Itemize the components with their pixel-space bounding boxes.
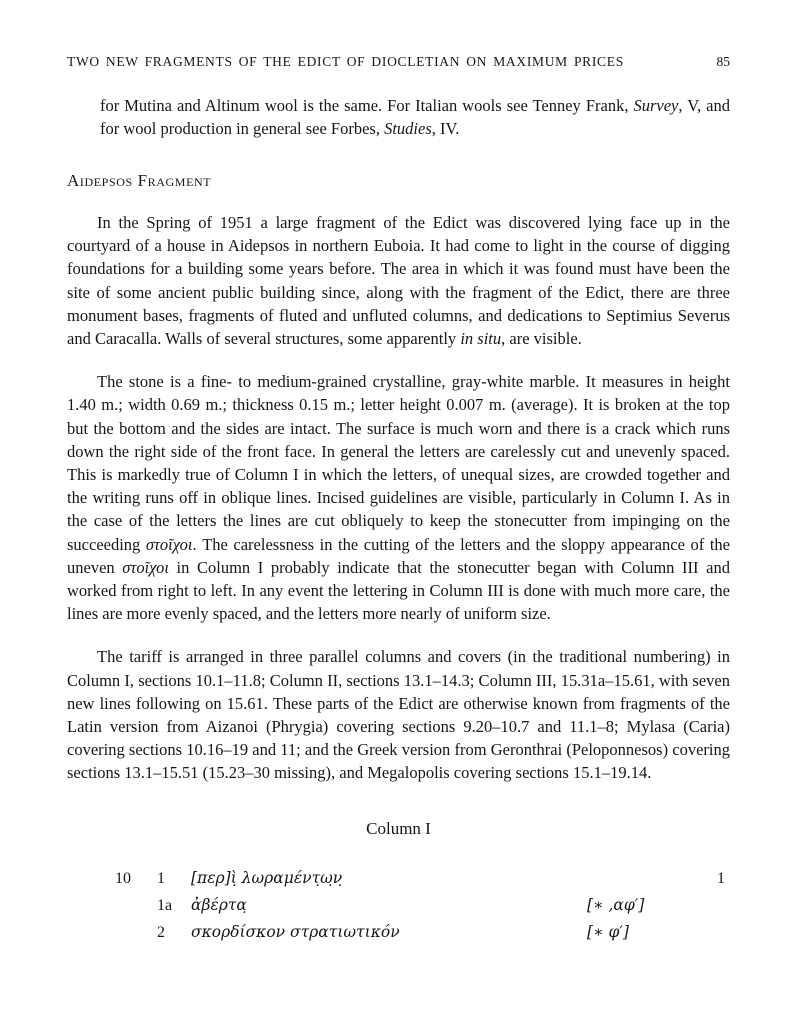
- table-row: [115, 919, 730, 946]
- greek-entry-text: σκορδίσκον στρατιωτικόν: [191, 922, 400, 941]
- section-heading-aidepsos-fragment: Aidepsos Fragment: [67, 171, 212, 190]
- line-number-right: 1: [717, 869, 725, 887]
- price-value: [∗ ,αφ′]: [587, 895, 645, 914]
- table-row: [115, 865, 730, 892]
- greek-entry-text: ἀβέρτα̣: [191, 895, 247, 914]
- item-number: 2: [157, 923, 165, 941]
- paragraph-stone-description: The stone is a fine- to medium-grained crystalline, gray-white marble. It measures in height 1.40 m.; width 0.69 m.; thickness 0.15 m.; letter height 0.007 m. (average). It is broken at the top but the bottom and the sides are intact. The surface is much worn and there is a crack which runs down the right side of the front face. In general the letters are carelessly cut and unevenly spaced. This is markedly true of Column I in which the letters, of unequal sizes, are crowded together and the writing runs off in oblique lines. Incised guidelines are visible, particularly in Column I. As in the case of the letters the lines are cut obliquely to keep the stonecutter from impinging on the succeeding στοῖχοι. The carelessness in the cutting of the letters and the sloppy appearance of the uneven στοῖχοι in Column I probably indicate that the stonecutter began with Column III and worked from right to left. In any event the lettering in Column III is done with much more care, the lines are more evenly spaced, and the letters more nearly of uniform size.: [67, 372, 730, 624]
- running-header: [67, 54, 730, 70]
- continuation-paragraph: for Mutina and Altinum wool is the same. For Italian wools see Tenney Frank, Survey, V, and for wool production in general see Forbes, Studies, IV.: [100, 96, 730, 138]
- page-number: 85: [716, 54, 730, 69]
- price-value: [∗ φ′]: [587, 922, 629, 941]
- column-i-heading: Column I: [366, 818, 431, 838]
- line-number-left: 10: [115, 869, 131, 887]
- header-title: TWO NEW FRAGMENTS OF THE EDICT OF DIOCLETIAN ON MAXIMUM PRICES: [67, 54, 624, 69]
- paragraph-discovery: In the Spring of 1951 a large fragment of the Edict was discovered lying face up in the courtyard of a house in Aidepsos in northern Euboia. It had come to light in the course of digging foundations for a building some years before. The area in which it was found must have been the site of some ancient public building since, along with the fragment of the Edict, there are three monument bases, fragments of fluted and unfluted columns, and dedications to Septimius Severus and Caracalla. Walls of several structures, some apparently in situ, are visible.: [67, 213, 730, 349]
- item-number: 1a: [157, 896, 173, 914]
- paragraph-tariff-arrangement: The tariff is arranged in three parallel columns and covers (in the traditional numbering) in Column I, sections 10.1–11.8; Column II, sections 13.1–14.3; Column III, 15.31a–15.61, with seven new lines following on 15.61. These parts of the Edict are otherwise known from fragments of the Latin version from Aizanoi (Phrygia) covering sections 9.20–10.7 and 11.1–8; Mylasa (Caria) covering sections 10.16–19 and 11; and the Greek version from Geronthrai (Peloponnesos) covering sections 13.1–15.51 (15.23–30 missing), and Megalopolis covering sections 15.1–19.14.: [67, 647, 730, 783]
- item-number: 1: [157, 869, 165, 887]
- greek-entry-text: [περ]ὶ̣ λωραμέντ̣ω̣ν̣: [191, 868, 343, 887]
- edition-table: [115, 865, 730, 946]
- table-row: [115, 892, 730, 919]
